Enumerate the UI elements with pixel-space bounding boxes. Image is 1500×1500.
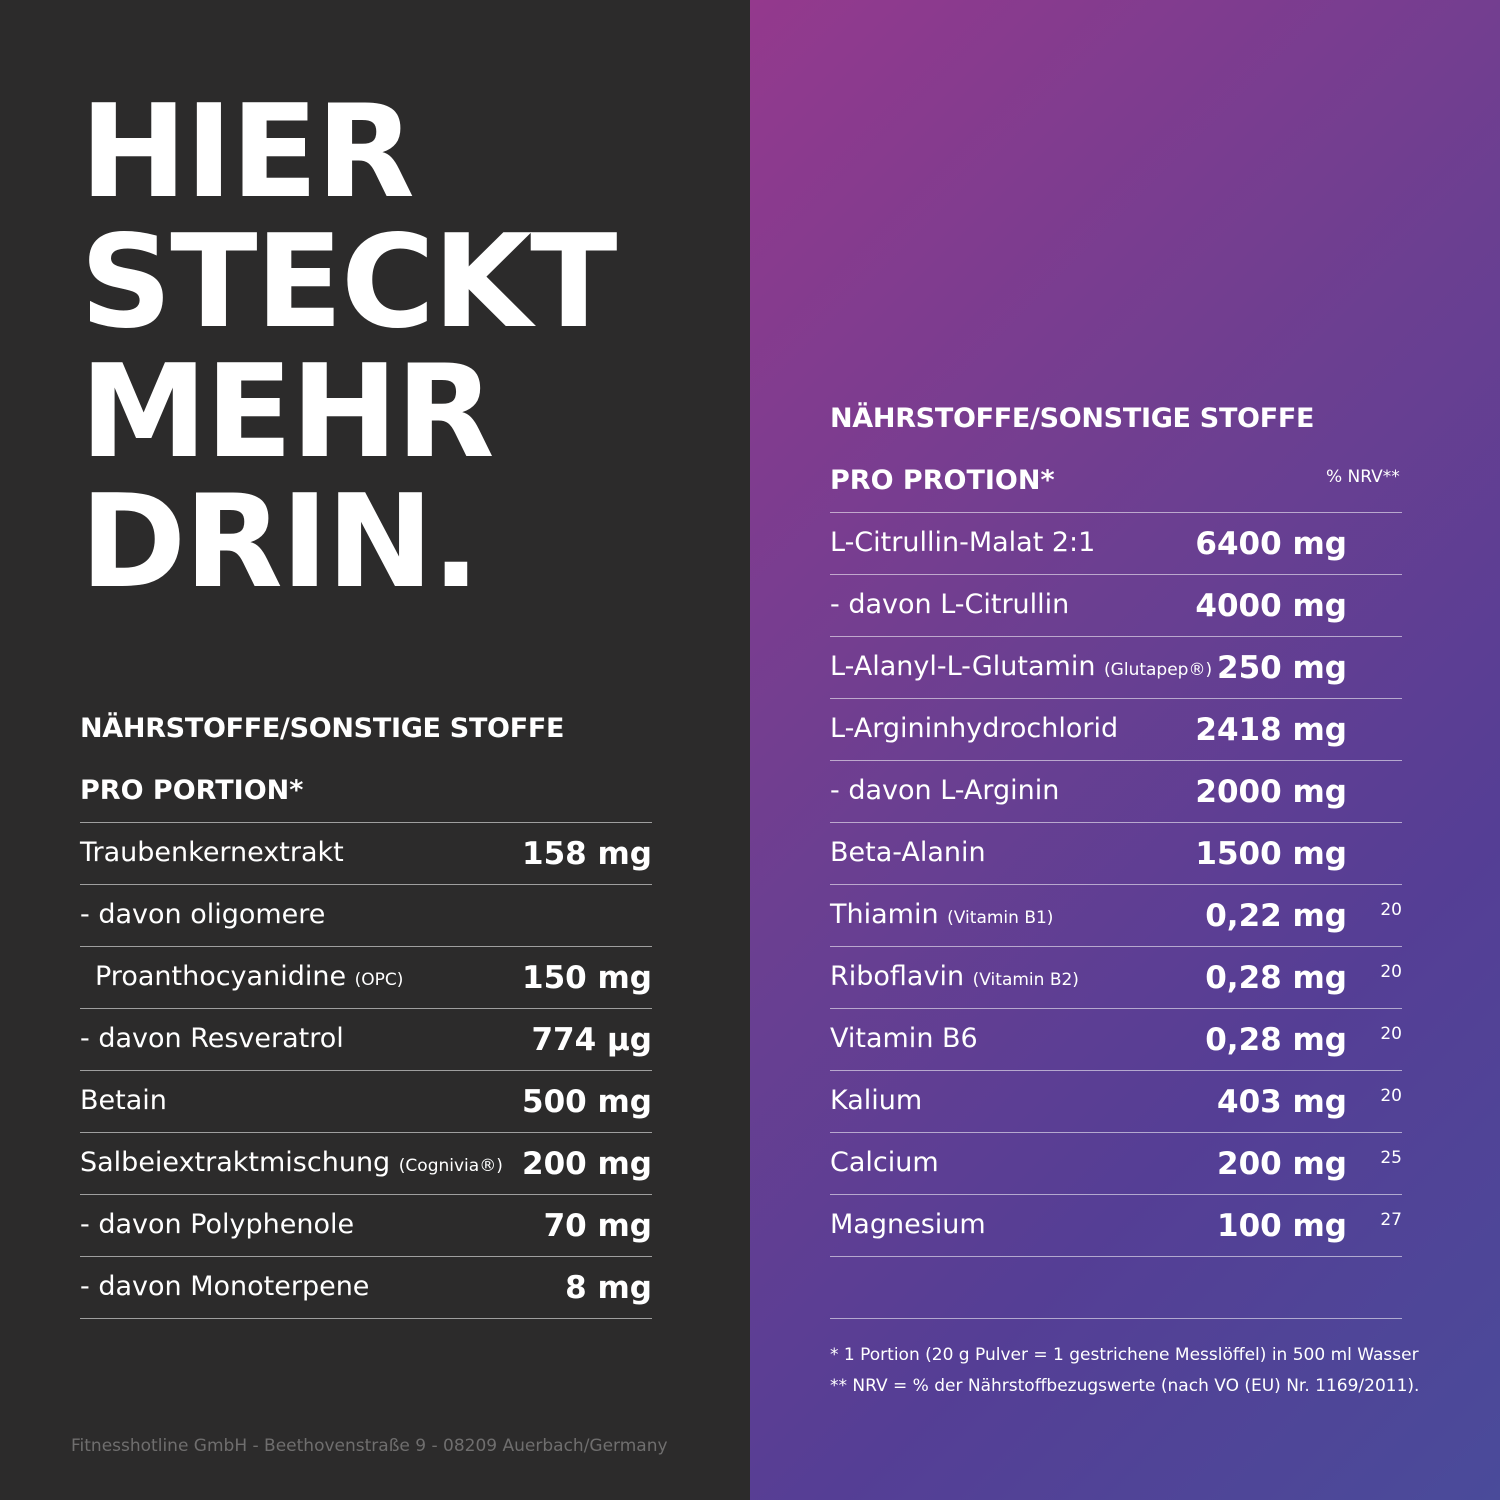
nutrient-amount: 0,28 mg: [1205, 1022, 1347, 1058]
table-row: [80, 1071, 652, 1133]
nutrient-amount: 150 mg: [522, 960, 652, 996]
nutrient-label: Kalium: [830, 1085, 923, 1116]
nutrient-label: - davon Polyphenole: [80, 1209, 355, 1240]
nutrient-nrv: 25: [1380, 1148, 1402, 1168]
table-row: [80, 1009, 652, 1071]
nutrient-amount: 2000 mg: [1195, 774, 1347, 810]
nutrient-name: [830, 589, 1069, 620]
headline-line-3: MEHR: [80, 338, 493, 487]
nutrient-label: L-Argininhydrochlorid: [830, 713, 1119, 744]
nutrient-name: [830, 1209, 986, 1240]
nutrient-note: (Cognivia®): [398, 1156, 503, 1176]
table-row: [80, 1257, 652, 1319]
table-row: [80, 823, 652, 885]
nutrient-nrv: 20: [1380, 900, 1402, 920]
nutrient-name: [830, 899, 1053, 930]
footnote-nrv: ** NRV = % der Nährstoffbezugswerte (nach VO (EU) Nr. 1169/2011).: [830, 1376, 1420, 1396]
table-row: [830, 823, 1402, 885]
table-row: [830, 1133, 1402, 1195]
left-block-title: NÄHRSTOFFE/SONSTIGE STOFFE: [80, 713, 565, 744]
nutrient-label: Calcium: [830, 1147, 939, 1178]
table-row: [830, 637, 1402, 699]
nutrient-amount: 0,28 mg: [1205, 960, 1347, 996]
nutrient-label: Thiamin: [830, 899, 939, 930]
footnotes: [830, 1340, 1419, 1402]
nutrient-nrv: 20: [1380, 1086, 1402, 1106]
table-spacer-row: [830, 1257, 1402, 1319]
nutrient-note: (Glutapep®): [1104, 660, 1213, 680]
nutrient-label: Betain: [80, 1085, 167, 1116]
table-row: [80, 1133, 652, 1195]
nutrient-amount: 1500 mg: [1195, 836, 1347, 872]
left-block-subtitle: PRO PORTION*: [80, 775, 304, 806]
nutrient-note: (Vitamin B2): [972, 970, 1079, 990]
table-row: [80, 1195, 652, 1257]
nutrient-label: Vitamin B6: [830, 1023, 978, 1054]
nutrient-name: [80, 1085, 167, 1116]
nutrient-nrv: 20: [1380, 1024, 1402, 1044]
nutrient-label: Magnesium: [830, 1209, 986, 1240]
table-row: [830, 699, 1402, 761]
nutrient-name: [830, 1023, 978, 1054]
nutrient-name: [830, 651, 1212, 682]
nutrient-name: [95, 961, 403, 992]
nutrient-label: Salbeiextraktmischung: [80, 1147, 391, 1178]
headline-line-2: STECKT: [80, 208, 616, 357]
footnote-portion: * 1 Portion (20 g Pulver = 1 gestrichene Messlöffel) in 500 ml Wasser: [830, 1345, 1419, 1365]
nutrient-label: Riboflavin: [830, 961, 965, 992]
nutrient-label: Beta-Alanin: [830, 837, 986, 868]
nutrient-label: L-Alanyl-L-Glutamin: [830, 651, 1096, 682]
nutrient-note: (Vitamin B1): [947, 908, 1054, 928]
table-row: [830, 1195, 1402, 1257]
left-nutrient-table: [80, 822, 652, 1319]
nutrient-label: L-Citrullin-Malat 2:1: [830, 527, 1096, 558]
nutrient-name: [830, 713, 1118, 744]
table-row: [830, 947, 1402, 1009]
nutrient-name: [830, 527, 1095, 558]
nutrient-name: [830, 837, 986, 868]
right-block-subtitle: PRO PROTION*: [830, 465, 1055, 496]
nutrient-name: [80, 1209, 354, 1240]
nutrient-amount: 8 mg: [565, 1270, 652, 1306]
nutrient-amount: 100 mg: [1217, 1208, 1347, 1244]
nutrient-amount: 250 mg: [1217, 650, 1347, 686]
nutrient-amount: 774 µg: [531, 1022, 652, 1058]
nrv-column-header: % NRV**: [1326, 467, 1400, 487]
table-row: [830, 513, 1402, 575]
table-row: [830, 1071, 1402, 1133]
table-row: [830, 885, 1402, 947]
nutrient-amount: 0,22 mg: [1205, 898, 1347, 934]
nutrient-name: [830, 1147, 939, 1178]
table-row: [80, 885, 652, 947]
nutrient-note: (OPC): [354, 970, 404, 990]
nutrient-name: [830, 1085, 922, 1116]
nutrient-amount: 200 mg: [522, 1146, 652, 1182]
nutrient-name: [80, 1147, 503, 1178]
nutrient-label: - davon L-Arginin: [830, 775, 1060, 806]
nutrient-amount: 403 mg: [1217, 1084, 1347, 1120]
table-row: [830, 761, 1402, 823]
nutrient-name: [830, 775, 1059, 806]
nutrient-name: [80, 837, 344, 868]
table-row: [80, 947, 652, 1009]
nutrient-label: - davon Resveratrol: [80, 1023, 344, 1054]
right-nutrient-table: [830, 512, 1402, 1319]
nutrient-label: Traubenkernextrakt: [80, 837, 344, 868]
headline: [80, 78, 616, 617]
nutrient-name: [80, 1023, 344, 1054]
table-row: [830, 575, 1402, 637]
nutrient-amount: 2418 mg: [1195, 712, 1347, 748]
nutrient-nrv: 20: [1380, 962, 1402, 982]
nutrient-amount: 500 mg: [522, 1084, 652, 1120]
nutrient-label: Proanthocyanidine: [95, 961, 347, 992]
nutrient-label: - davon oligomere: [80, 899, 326, 930]
table-row: [830, 1009, 1402, 1071]
nutrient-label: - davon L-Citrullin: [830, 589, 1070, 620]
nutrient-label: - davon Monoterpene: [80, 1271, 370, 1302]
nutrient-amount: 200 mg: [1217, 1146, 1347, 1182]
nutrient-amount: 6400 mg: [1195, 526, 1347, 562]
nutrient-nrv: 27: [1380, 1210, 1402, 1230]
nutrient-name: [80, 1271, 369, 1302]
nutrient-name: [830, 961, 1079, 992]
right-block-title: NÄHRSTOFFE/SONSTIGE STOFFE: [830, 403, 1315, 434]
nutrient-amount: 70 mg: [543, 1208, 652, 1244]
nutrient-amount: 4000 mg: [1195, 588, 1347, 624]
nutrient-name: [80, 899, 325, 930]
headline-line-4: DRIN.: [80, 468, 479, 617]
footer-address: Fitnesshotline GmbH - Beethovenstraße 9 - 08209 Auerbach/Germany: [71, 1436, 668, 1456]
nutrient-amount: 158 mg: [522, 836, 652, 872]
headline-line-1: HIER: [80, 78, 413, 227]
